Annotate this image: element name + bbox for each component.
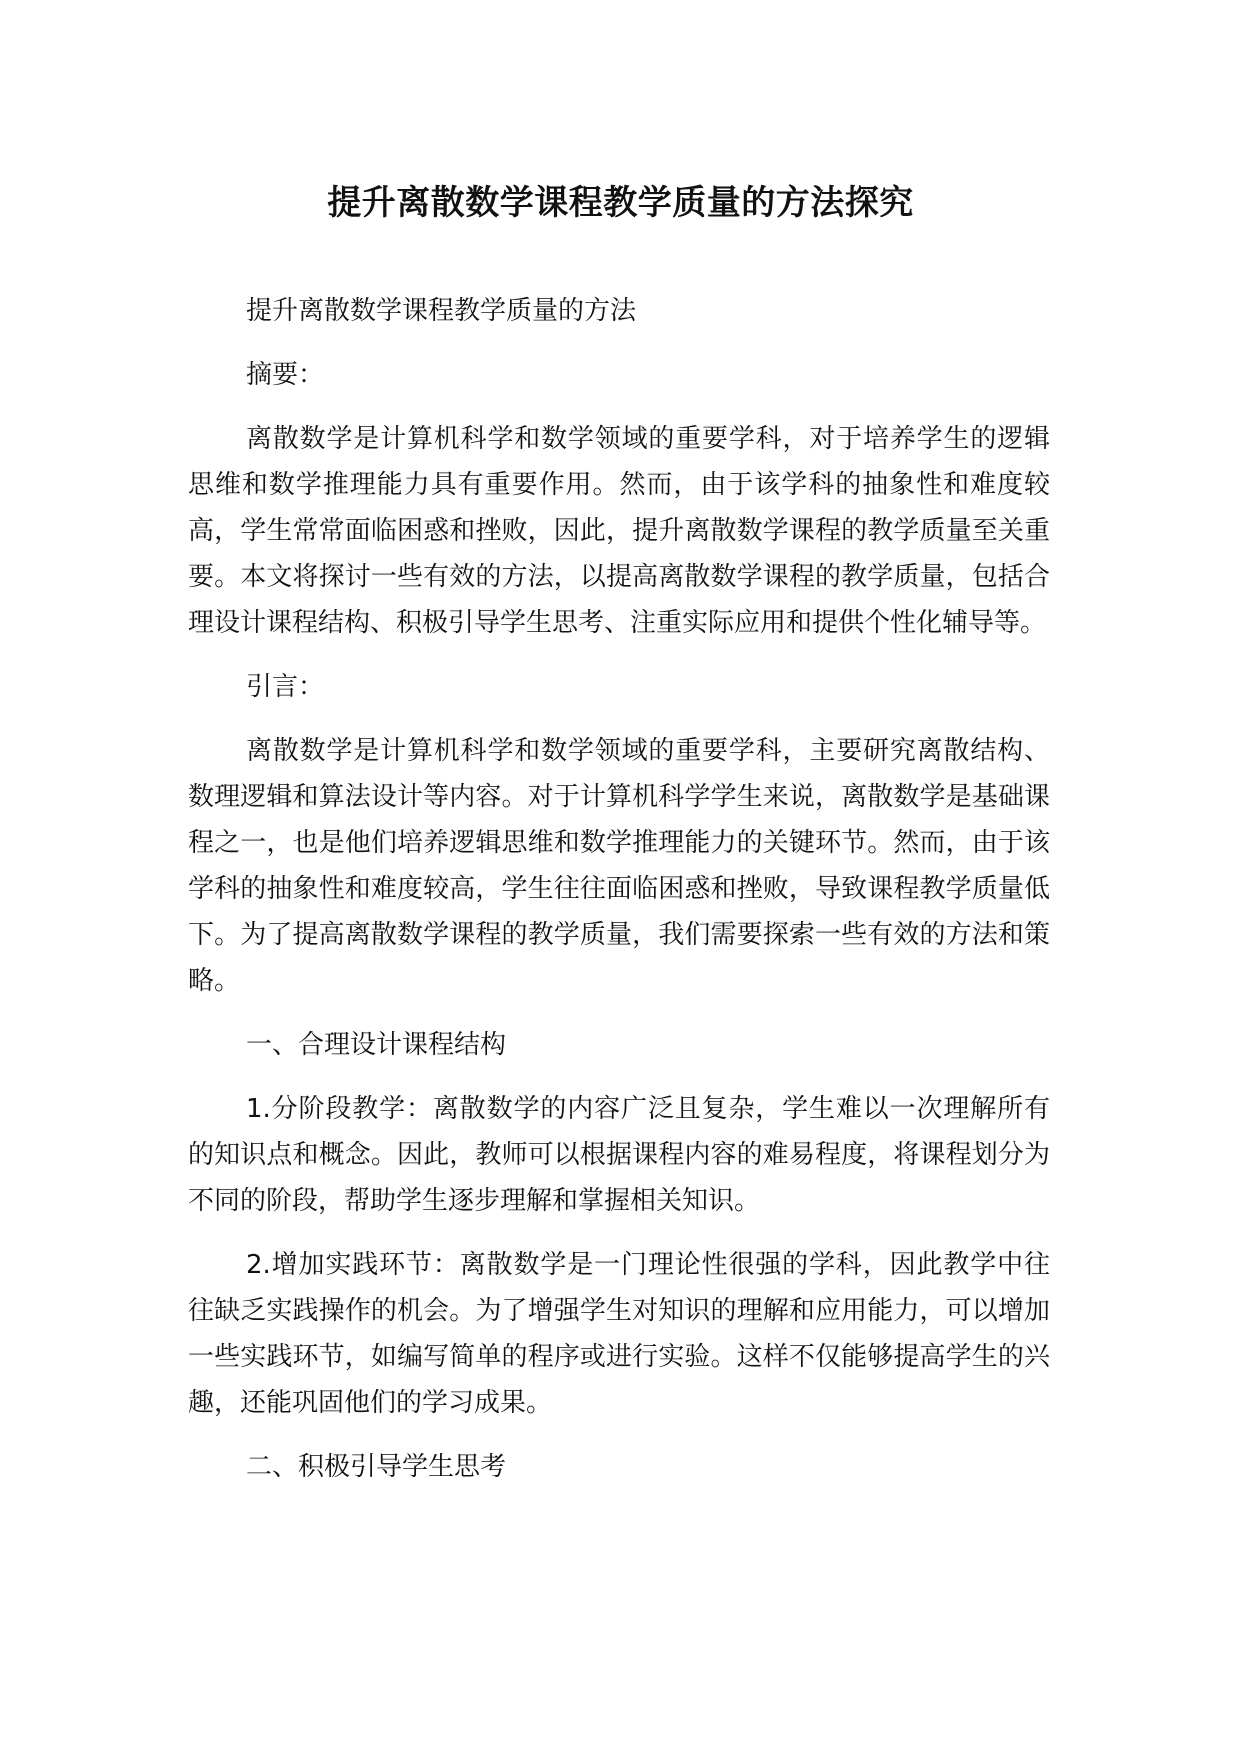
document-body [188, 288, 1050, 1508]
abstract-paragraph: 离散数学是计算机科学和数学领域的重要学科，对于培养学生的逻辑思维和数学推理能力具有重要作用。然而，由于该学科的抽象性和难度较高，学生常常面临困惑和挫败，因此，提升离散数学课程的教学质量至关重要。本文将探讨一些有效的方法，以提高离散数学课程的教学质量，包括合理设计课程结构、积极引导学生思考、注重实际应用和提供个性化辅导等。 [188, 424, 1050, 638]
subtitle-paragraph: 提升离散数学课程教学质量的方法 [246, 296, 637, 326]
introduction-heading: 引言： [246, 672, 325, 702]
section-heading-1: 一、合理设计课程结构 [246, 1030, 507, 1060]
document-title: 提升离散数学课程教学质量的方法探究 [327, 183, 914, 223]
section-heading-2: 二、积极引导学生思考 [246, 1452, 507, 1482]
section-1-item-1: 1.分阶段教学：离散数学的内容广泛且复杂，学生难以一次理解所有的知识点和概念。因此，教师可以根据课程内容的难易程度，将课程划分为不同的阶段，帮助学生逐步理解和掌握相关知识。 [188, 1094, 1050, 1216]
abstract-heading: 摘要： [246, 360, 325, 390]
section-1-item-2: 2.增加实践环节：离散数学是一门理论性很强的学科，因此教学中往往缺乏实践操作的机会。为了增强学生对知识的理解和应用能力，可以增加一些实践环节，如编写简单的程序或进行实验。这样不仅能够提高学生的兴趣，还能巩固他们的学习成果。 [188, 1250, 1050, 1418]
introduction-paragraph: 离散数学是计算机科学和数学领域的重要学科，主要研究离散结构、数理逻辑和算法设计等内容。对于计算机科学学生来说，离散数学是基础课程之一，也是他们培养逻辑思维和数学推理能力的关键环节。然而，由于该学科的抽象性和难度较高，学生往往面临困惑和挫败，导致课程教学质量低下。为了提高离散数学课程的教学质量，我们需要探索一些有效的方法和策略。 [188, 736, 1050, 996]
